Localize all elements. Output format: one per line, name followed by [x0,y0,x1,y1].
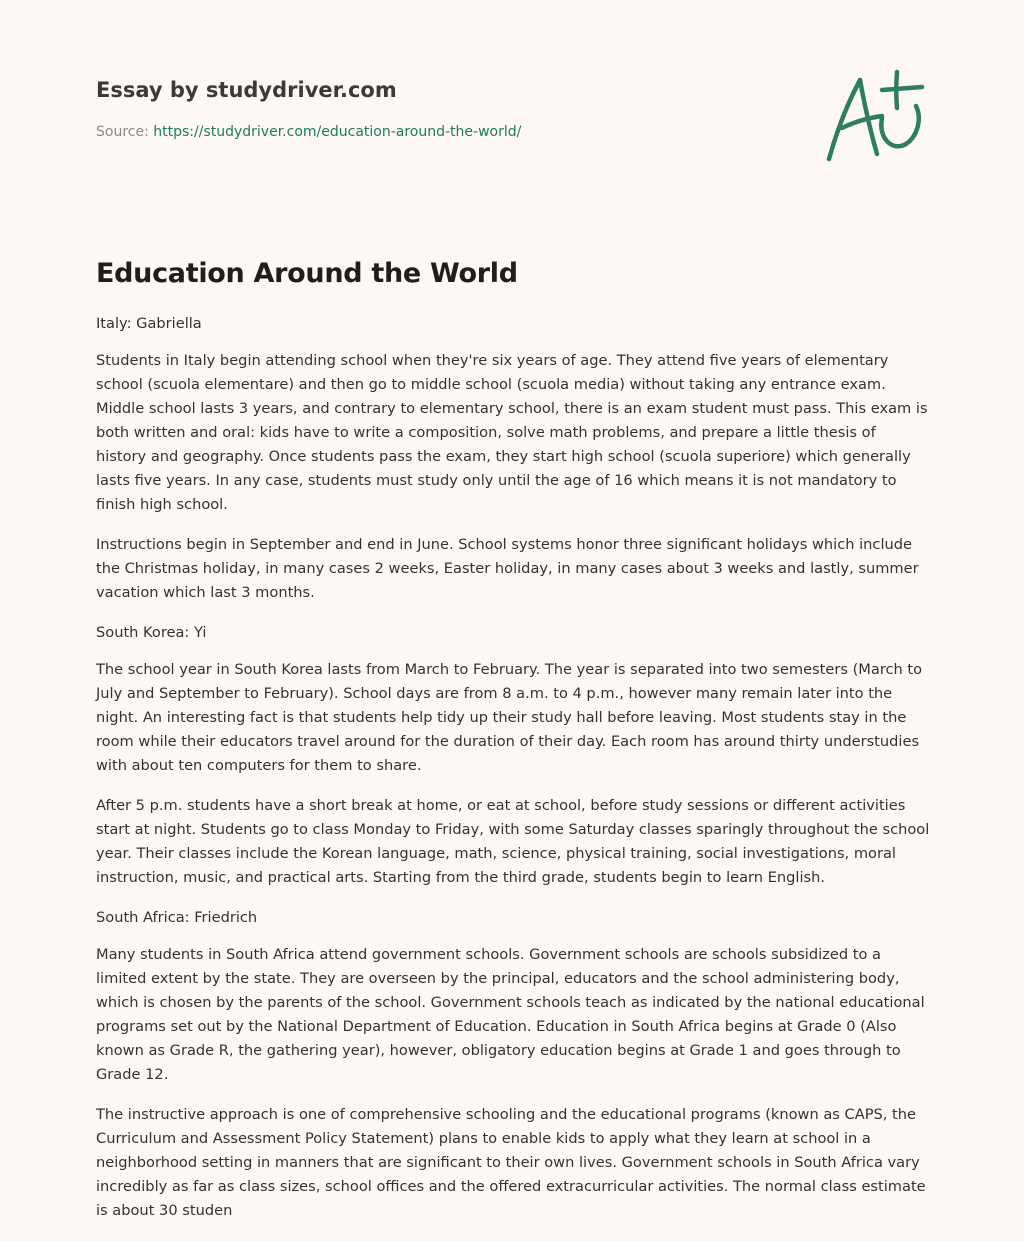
source-label: Source: [96,124,154,140]
source-line [96,122,796,142]
page-header [96,76,796,142]
essay-paragraph: Instructions begin in September and end in June. School systems honor three significant holidays which include the Christmas holiday, in many cases 2 weeks, Easter holiday, in many cases about 3 weeks and lastly, summer vacation which last 3 months. [96,536,919,601]
section-heading: Italy: Gabriella [96,315,202,332]
essay-title: Education Around the World [96,258,518,289]
a-plus-logo-icon [822,68,928,168]
essay-paragraph: Students in Italy begin attending school when they're six years of age. They attend five years of elementary school (scuola elementare) and then go to middle school (scuola media) without taking any entrance exam. Middle school lasts 3 years, and contrary to elementary school, there is an exam student must pass. This exam is both written and oral: kids have to write a composition, solve math problems, and prepare a little thesis of history and geography. Once students pass the exam, they start high school (scuola superiore) which generally lasts five years. In any case, students must study only until the age of 16 which means it is not mandatory to finish high school. [96,352,928,513]
essay-paragraph: After 5 p.m. students have a short break at home, or eat at school, before study sessions or different activities start at night. Students go to class Monday to Friday, with some Saturday classes sparingly throughout the school year. Their classes include the Korean language, math, science, physical training, social investigations, moral instruction, music, and practical arts. Starting from the third grade, students begin to learn English. [96,797,930,886]
essay-paragraph: Many students in South Africa attend government schools. Government schools are schools subsidized to a limited extent by the state. They are overseen by the principal, educators and the school administering body, which is chosen by the parents of the school. Government schools teach as indicated by the national educational programs set out by the National Department of Education. Education in South Africa begins at Grade 0 (Also known as Grade R, the gathering year), however, obligatory education begins at Grade 1 and goes through to Grade 12. [96,946,925,1083]
site-title: Essay by studydriver.com [96,78,397,102]
essay-paragraph: The school year in South Korea lasts from March to February. The year is separated into two semesters (March to July and September to February). School days are from 8 a.m. to 4 p.m., however many remain later into the night. An interesting fact is that students help tidy up their study hall before leaving. Most students stay in the room while their educators travel around for the duration of their day. Each room has around thirty understudies with about ten computers for them to share. [96,661,923,774]
essay-body [96,312,930,1223]
section-heading: South Africa: Friedrich [96,909,258,926]
essay-content [96,254,930,1239]
section-heading: South Korea: Yi [96,624,207,641]
source-link[interactable]: https://studydriver.com/education-around-the-world/ [153,124,522,140]
essay-paragraph: The instructive approach is one of comprehensive schooling and the educational programs (known as CAPS, the Curriculum and Assessment Policy Statement) plans to enable kids to apply what they learn at school in a neighborhood setting in manners that are significant to their own lives. Government schools in South Africa vary incredibly as far as class sizes, school offices and the offered extracurricular activities. The normal class estimate is about 30 studen [96,1106,926,1219]
